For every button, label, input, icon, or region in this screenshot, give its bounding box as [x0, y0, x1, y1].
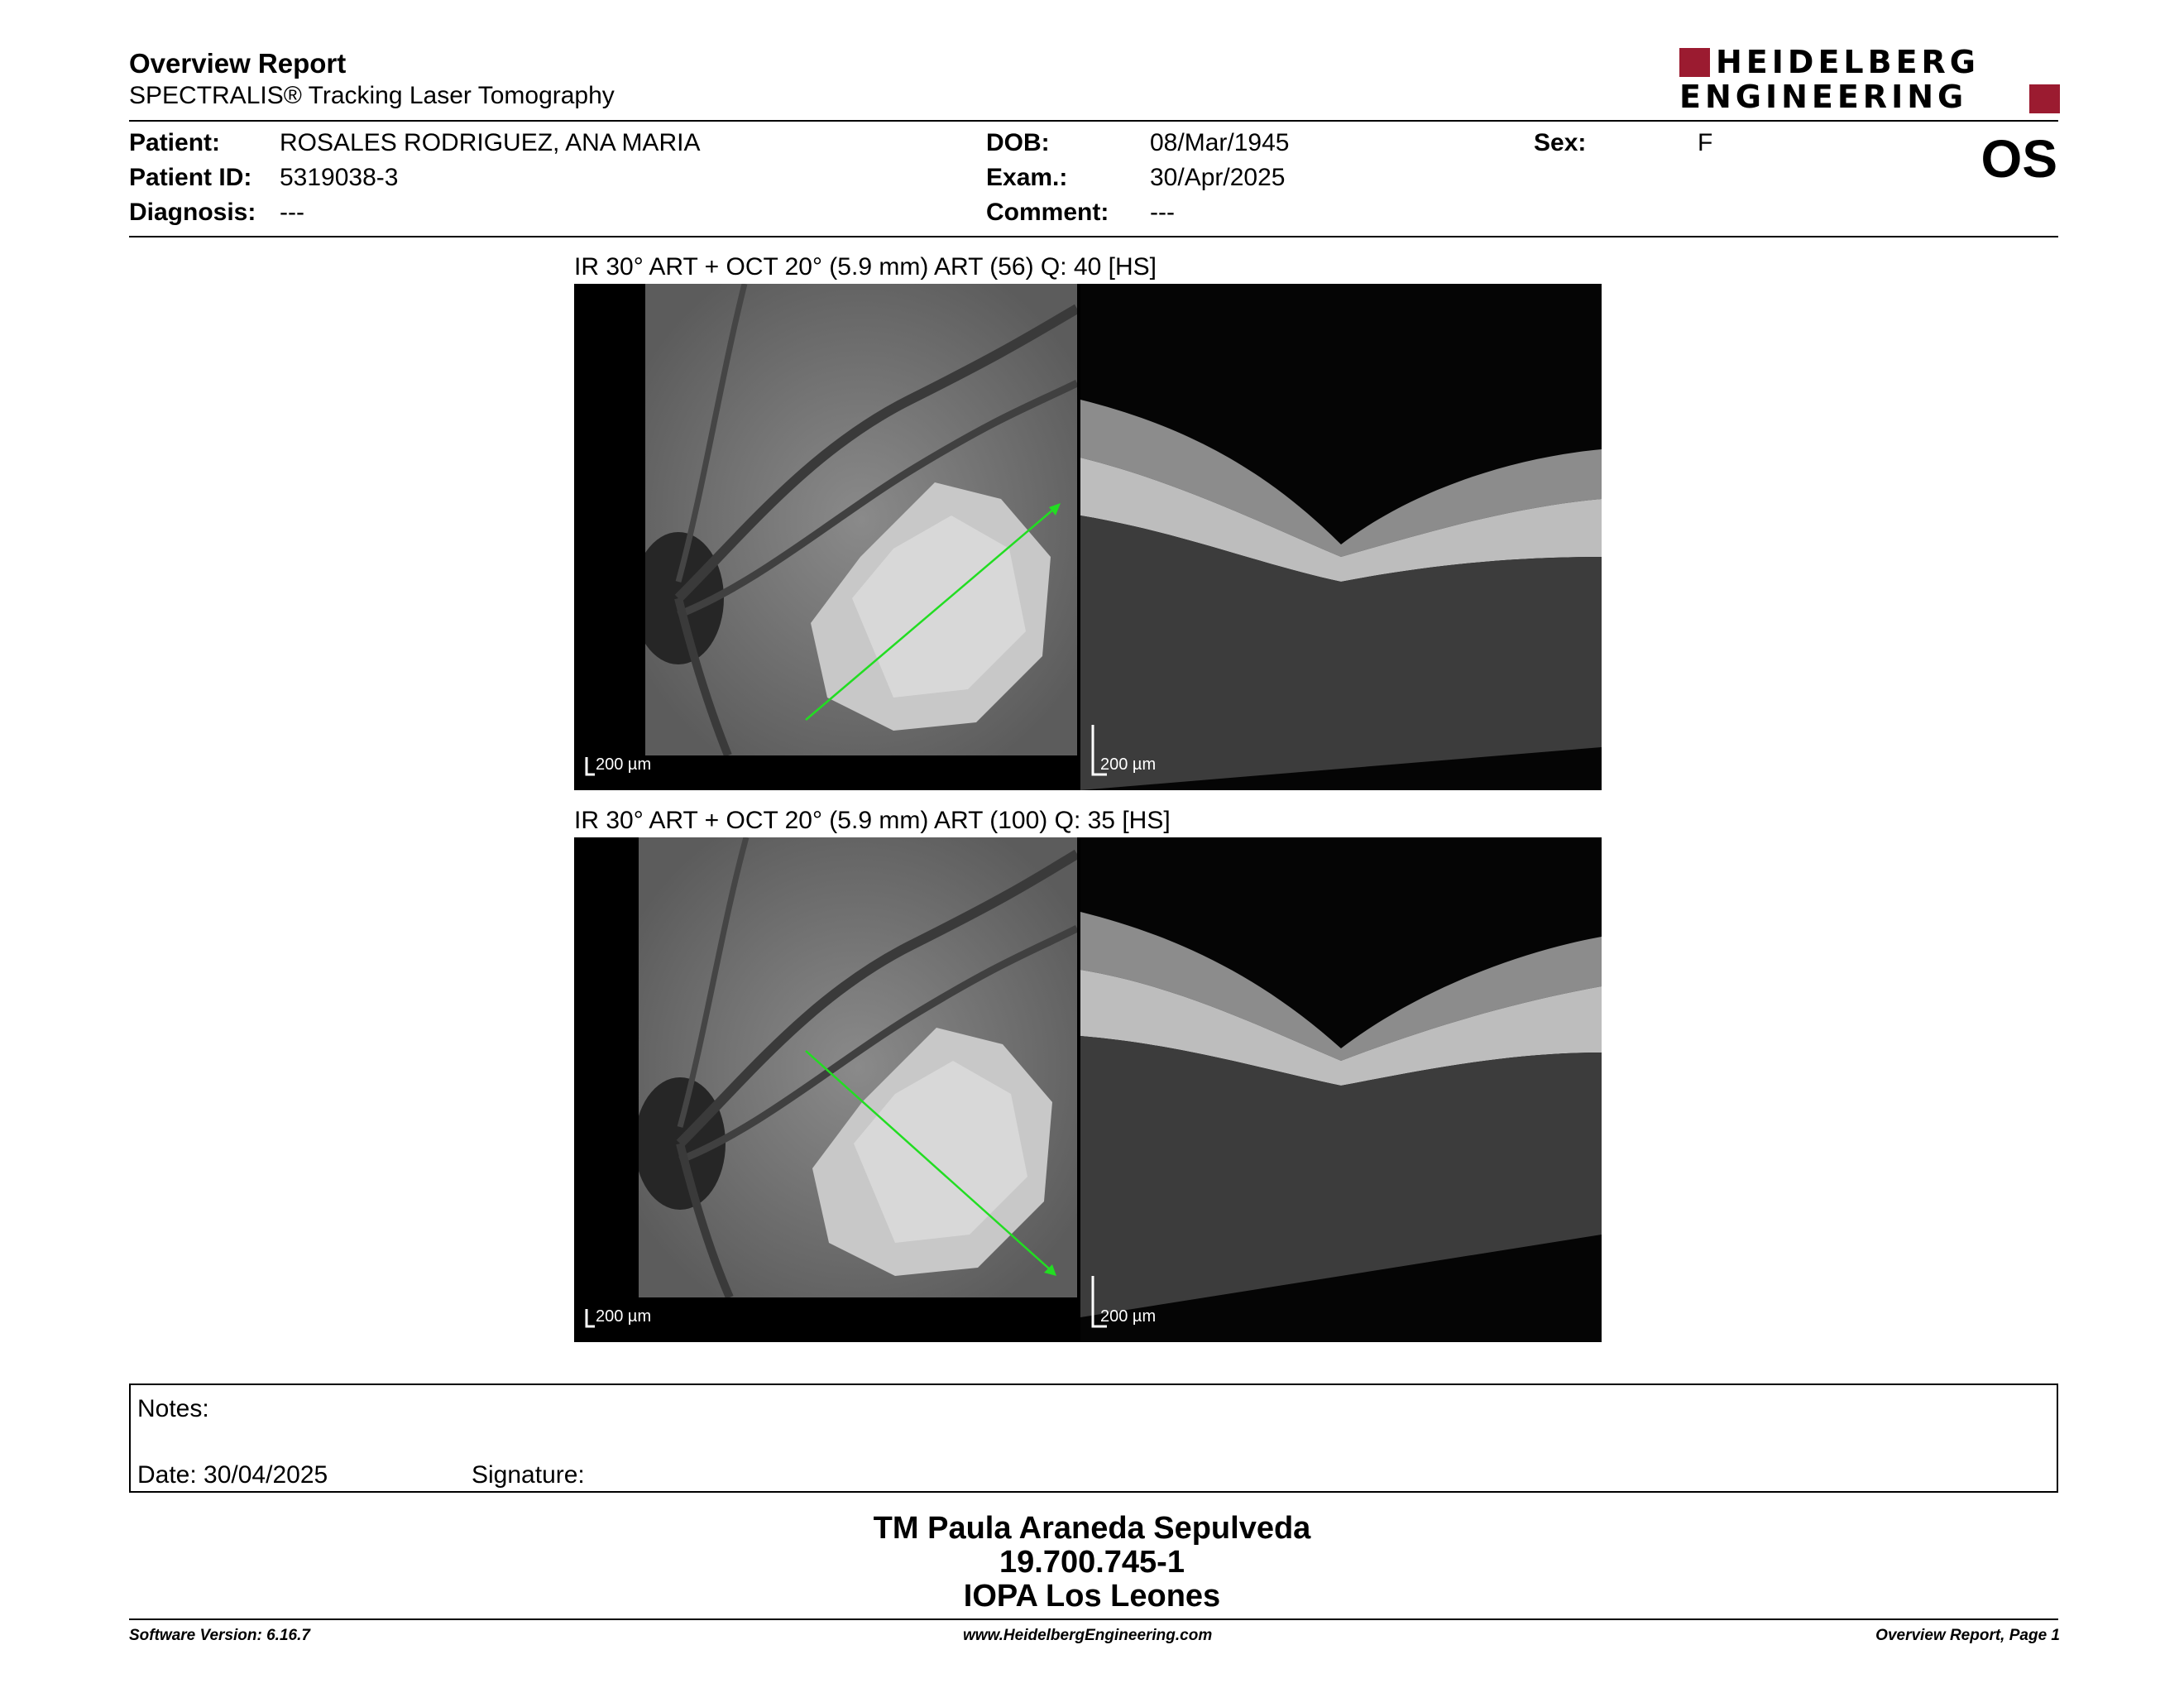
notes-label: Notes: — [137, 1395, 209, 1422]
report-title: Overview Report — [129, 48, 347, 79]
image-caption-2: IR 30° ART + OCT 20° (5.9 mm) ART (100) Q: 35 [HS] — [574, 807, 1171, 834]
ir-scale-label-2: 200 µm — [596, 1307, 652, 1326]
oct-bscan-image-2 — [1080, 837, 1602, 1342]
signer-id: 19.700.745-1 — [999, 1545, 1185, 1580]
patient-name: ROSALES RODRIGUEZ, ANA MARIA — [280, 129, 701, 156]
exam-value: 30/Apr/2025 — [1150, 164, 1286, 191]
page-number: Overview Report, Page 1 — [1875, 1627, 2060, 1644]
logo-square-icon — [2029, 84, 2060, 113]
sex-label: Sex: — [1534, 129, 1587, 156]
website-link[interactable]: www.HeidelbergEngineering.com — [963, 1627, 1213, 1644]
comment-value: --- — [1150, 199, 1175, 226]
image-caption-1: IR 30° ART + OCT 20° (5.9 mm) ART (56) Q: 40 [HS] — [574, 253, 1157, 281]
exam-label: Exam.: — [986, 164, 1068, 191]
dob-label: DOB: — [986, 129, 1050, 156]
notes-box — [129, 1383, 2058, 1493]
oct-scale-label-1: 200 µm — [1100, 755, 1157, 774]
patient-id-label: Patient ID: — [129, 164, 252, 191]
scan-arrow-2 — [574, 837, 1089, 1342]
oct-bscan-image-1 — [1080, 284, 1602, 790]
oct-scale-label-2: 200 µm — [1100, 1307, 1157, 1326]
logo-square-icon — [1679, 48, 1710, 77]
diagnosis-label: Diagnosis: — [129, 199, 256, 226]
software-version: Software Version: 6.16.7 — [129, 1627, 310, 1644]
comment-label: Comment: — [986, 199, 1109, 226]
patient-divider — [129, 236, 2058, 237]
oct-image-panel-1 — [574, 284, 1602, 790]
diagnosis-value: --- — [280, 199, 304, 226]
footer-divider — [129, 1618, 2058, 1620]
patient-id: 5319038-3 — [280, 164, 399, 191]
signer-name: TM Paula Araneda Sepulveda — [873, 1511, 1311, 1546]
header-divider — [129, 120, 2058, 122]
heidelberg-logo — [1679, 46, 2060, 116]
patient-label: Patient: — [129, 129, 221, 156]
oct-image-panel-2 — [574, 837, 1602, 1342]
notes-date: Date: 30/04/2025 — [137, 1461, 328, 1489]
report-subtitle: SPECTRALIS® Tracking Laser Tomography — [129, 82, 615, 109]
logo-line1: HEIDELBERG — [1716, 44, 1980, 80]
signer-institution: IOPA Los Leones — [963, 1579, 1221, 1614]
sex-value: F — [1698, 129, 1713, 156]
logo-line2: ENGINEERING — [1679, 79, 1968, 115]
ir-scale-label-1: 200 µm — [596, 755, 652, 774]
dob-value: 08/Mar/1945 — [1150, 129, 1290, 156]
eye-indicator: OS — [1980, 129, 2057, 189]
scan-arrow-1 — [574, 284, 1089, 790]
signature-label: Signature: — [472, 1461, 585, 1489]
